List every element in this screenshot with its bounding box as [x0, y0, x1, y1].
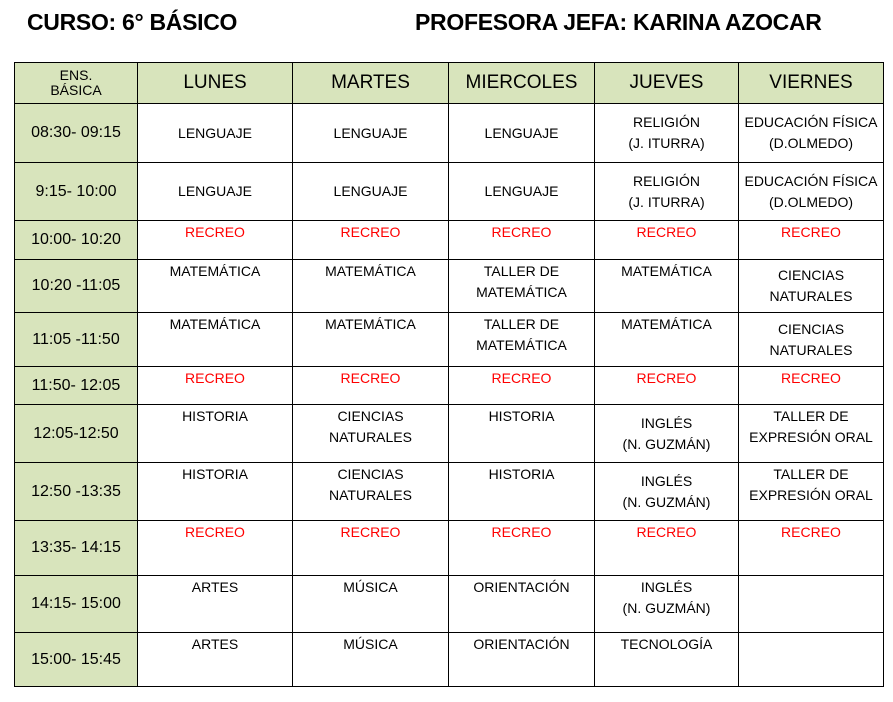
time-slot: 12:50 -13:35 — [15, 463, 138, 521]
subject-line: NATURALES — [329, 487, 412, 503]
subject-cell — [739, 163, 884, 221]
subject-line: RECREO — [185, 370, 245, 386]
subject-line: CIENCIAS — [337, 466, 404, 482]
time-slot: 10:00- 10:20 — [15, 221, 138, 260]
subject-cell — [293, 633, 449, 687]
subject-line: INGLÉS — [640, 472, 693, 489]
subject-cell — [138, 405, 293, 463]
day-header-lunes: LUNES — [138, 63, 293, 104]
recess-cell — [739, 221, 884, 260]
subject-line: MATEMÁTICA — [621, 316, 712, 332]
subject-line: RECREO — [491, 370, 552, 386]
time-slot: 11:05 -11:50 — [15, 313, 138, 367]
subject-line: RECREO — [781, 370, 841, 386]
subject-cell — [449, 163, 595, 221]
recess-cell — [739, 367, 884, 405]
subject-cell — [739, 576, 884, 633]
subject-line: TALLER DE — [773, 466, 849, 482]
day-header-miercoles: MIERCOLES — [449, 63, 595, 104]
subject-line: LENGUAJE — [333, 124, 408, 141]
recess-cell — [449, 367, 595, 405]
subject-line: CIENCIAS — [337, 408, 404, 424]
subject-line: LENGUAJE — [178, 183, 252, 199]
subject-line: TALLER DE — [483, 263, 560, 279]
recess-cell — [595, 367, 739, 405]
recess-cell — [449, 521, 595, 576]
subject-cell — [595, 463, 739, 521]
subject-line: ARTES — [191, 636, 239, 652]
subject-cell — [449, 463, 595, 521]
subject-cell — [293, 163, 449, 221]
table-row — [15, 576, 884, 633]
table-row — [15, 521, 884, 576]
recess-cell — [293, 367, 449, 405]
table-row — [15, 405, 884, 463]
level-header-line2: BÁSICA — [50, 82, 102, 98]
subject-line: TECNOLOGÍA — [620, 636, 713, 652]
subject-line: CIENCIAS — [777, 267, 845, 283]
table-row — [15, 313, 884, 367]
time-slot: 9:15- 10:00 — [15, 163, 138, 221]
level-header-line1: ENS. — [59, 67, 93, 83]
level-header — [15, 63, 138, 104]
time-slot: 11:50- 12:05 — [15, 367, 138, 405]
subject-cell — [595, 104, 739, 163]
subject-cell — [739, 463, 884, 521]
recess-cell — [293, 521, 449, 576]
subject-cell — [449, 260, 595, 313]
subject-line: RECREO — [781, 224, 841, 240]
subject-line: (N. GUZMÁN) — [622, 435, 711, 452]
day-header-martes: MARTES — [293, 63, 449, 104]
subject-line: HISTORIA — [488, 466, 555, 482]
subject-cell — [138, 463, 293, 521]
subject-line: HISTORIA — [488, 408, 555, 424]
subject-line: MATEMÁTICA — [325, 263, 416, 279]
subject-cell — [293, 313, 449, 367]
subject-line: MÚSICA — [343, 579, 398, 595]
subject-cell — [739, 633, 884, 687]
recess-cell — [739, 521, 884, 576]
subject-cell — [595, 163, 739, 221]
subject-line: RELIGIÓN — [633, 114, 700, 130]
subject-line: RECREO — [340, 524, 401, 540]
subject-line: (J. ITURRA) — [628, 135, 705, 151]
subject-line: RECREO — [185, 224, 245, 240]
subject-cell — [293, 576, 449, 633]
table-row — [15, 221, 884, 260]
recess-cell — [138, 521, 293, 576]
header-row — [15, 63, 884, 104]
time-slot: 15:00- 15:45 — [15, 633, 138, 687]
subject-line: RECREO — [781, 524, 841, 540]
recess-cell — [449, 221, 595, 260]
subject-line: EXPRESIÓN ORAL — [749, 487, 873, 503]
subject-cell — [449, 313, 595, 367]
subject-line: RECREO — [636, 370, 697, 386]
table-row — [15, 260, 884, 313]
subject-line: RECREO — [340, 224, 401, 240]
table-row — [15, 463, 884, 521]
subject-line: (D.OLMEDO) — [769, 135, 853, 151]
subject-line: TALLER DE — [483, 316, 560, 332]
schedule-table — [14, 62, 884, 687]
subject-line: MATEMÁTICA — [169, 263, 261, 279]
subject-cell — [138, 576, 293, 633]
time-slot: 10:20 -11:05 — [15, 260, 138, 313]
recess-cell — [293, 221, 449, 260]
subject-line: (D.OLMEDO) — [769, 193, 853, 210]
subject-line: INGLÉS — [640, 579, 693, 595]
table-row — [15, 367, 884, 405]
subject-line: HISTORIA — [182, 466, 248, 482]
subject-cell — [293, 405, 449, 463]
subject-line: NATURALES — [769, 341, 853, 358]
day-header-viernes: VIERNES — [739, 63, 884, 104]
subject-line: HISTORIA — [182, 408, 248, 424]
subject-cell — [138, 313, 293, 367]
subject-line: CIENCIAS — [777, 320, 845, 337]
table-row — [15, 104, 884, 163]
subject-cell — [595, 576, 739, 633]
table-row — [15, 633, 884, 687]
subject-cell — [739, 104, 884, 163]
time-slot: 08:30- 09:15 — [15, 104, 138, 163]
subject-line: EXPRESIÓN ORAL — [749, 429, 873, 445]
course-title: CURSO: 6° BÁSICO — [27, 9, 238, 35]
subject-cell — [595, 405, 739, 463]
subject-line: (N. GUZMÁN) — [622, 493, 711, 510]
subject-line: MATEMÁTICA — [476, 337, 567, 353]
subject-cell — [293, 260, 449, 313]
subject-line: MATEMÁTICA — [621, 263, 712, 279]
subject-line: EDUCACIÓN FÍSICA — [744, 172, 878, 189]
subject-line: RECREO — [491, 524, 552, 540]
recess-cell — [595, 521, 739, 576]
subject-cell — [293, 104, 449, 163]
subject-line: RECREO — [636, 224, 697, 240]
subject-line: ORIENTACIÓN — [473, 636, 570, 652]
subject-line: RECREO — [491, 224, 552, 240]
subject-line: RECREO — [340, 370, 401, 386]
subject-line: ORIENTACIÓN — [473, 579, 570, 595]
subject-line: ARTES — [191, 579, 239, 595]
table-row — [15, 163, 884, 221]
time-slot: 13:35- 14:15 — [15, 521, 138, 576]
subject-line: LENGUAJE — [178, 124, 252, 141]
subject-cell — [595, 313, 739, 367]
recess-cell — [138, 221, 293, 260]
subject-line: MATEMÁTICA — [169, 316, 261, 332]
subject-line: MÚSICA — [343, 636, 398, 652]
subject-line: LENGUAJE — [484, 183, 559, 199]
subject-line: (N. GUZMÁN) — [622, 600, 711, 616]
subject-cell — [293, 463, 449, 521]
subject-line: MATEMÁTICA — [476, 284, 567, 300]
subject-cell — [449, 576, 595, 633]
subject-cell — [739, 260, 884, 313]
subject-cell — [138, 163, 293, 221]
subject-line: TALLER DE — [773, 408, 849, 424]
head-teacher-title: PROFESORA JEFA: KARINA AZOCAR — [415, 9, 822, 35]
subject-line: INGLÉS — [640, 414, 693, 431]
subject-line: (J. ITURRA) — [628, 193, 705, 210]
recess-cell — [595, 221, 739, 260]
subject-cell — [449, 104, 595, 163]
subject-line: NATURALES — [769, 288, 853, 304]
time-slot: 14:15- 15:00 — [15, 576, 138, 633]
subject-cell — [449, 633, 595, 687]
subject-line: LENGUAJE — [333, 183, 408, 199]
subject-cell — [138, 260, 293, 313]
subject-cell — [739, 405, 884, 463]
subject-line: LENGUAJE — [484, 124, 559, 141]
recess-cell — [138, 367, 293, 405]
subject-cell — [595, 260, 739, 313]
subject-line: MATEMÁTICA — [325, 316, 416, 332]
subject-cell — [595, 633, 739, 687]
time-slot: 12:05-12:50 — [15, 405, 138, 463]
subject-cell — [739, 313, 884, 367]
subject-line: RELIGIÓN — [633, 172, 700, 189]
subject-line: RECREO — [636, 524, 697, 540]
subject-line: RECREO — [185, 524, 245, 540]
subject-cell — [138, 633, 293, 687]
day-header-jueves: JUEVES — [595, 63, 739, 104]
subject-cell — [449, 405, 595, 463]
subject-cell — [138, 104, 293, 163]
subject-line: EDUCACIÓN FÍSICA — [744, 114, 878, 130]
subject-line: NATURALES — [329, 429, 412, 445]
